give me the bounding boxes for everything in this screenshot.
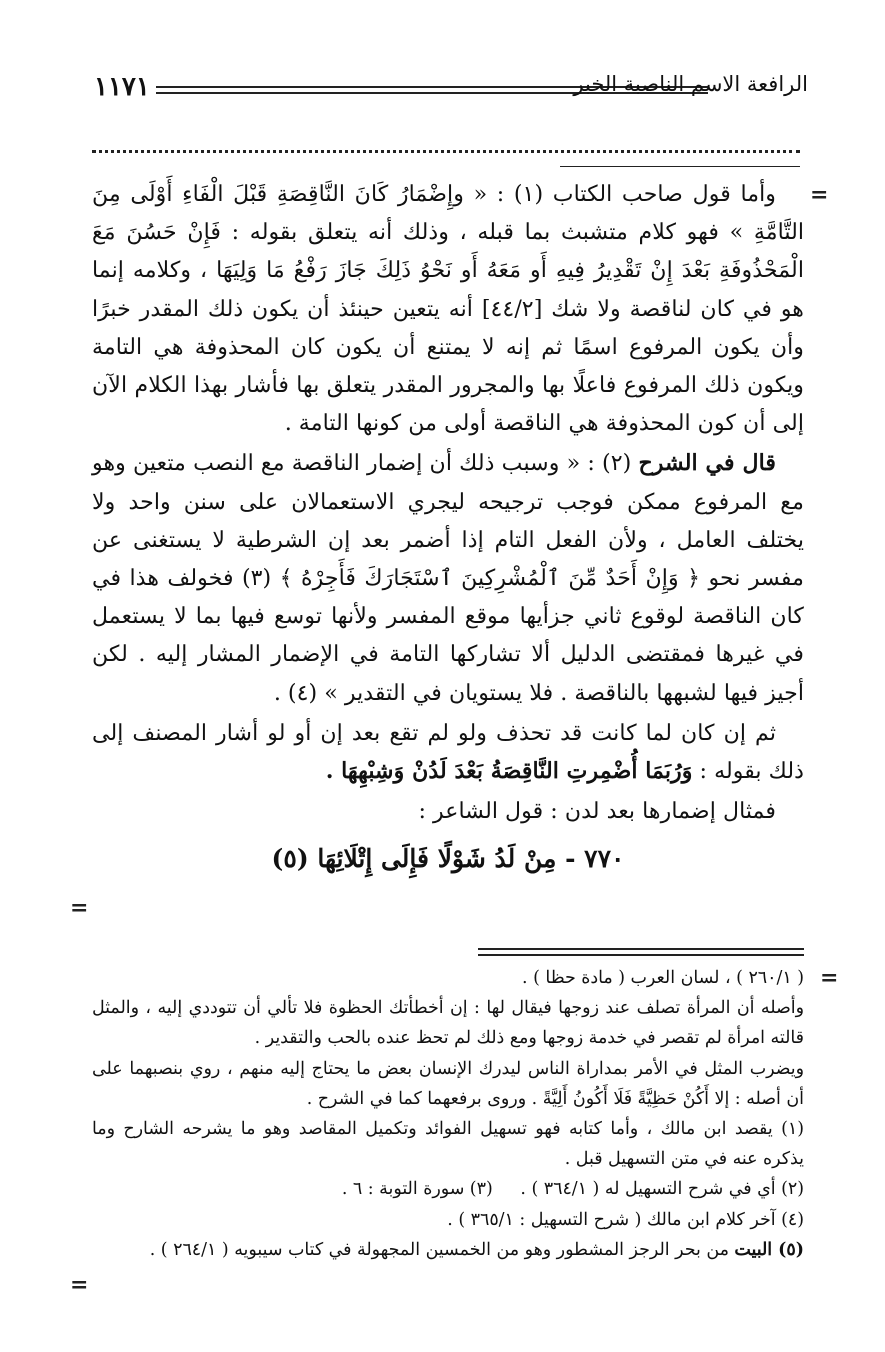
paragraph-body: ثم إن كان لما كانت قد تحذف ولو لم تقع بعد إن أو لو أشار المصنف إلى ذلك بقوله :: [92, 719, 804, 785]
margin-equals-mark: =: [70, 895, 89, 921]
footnote-continuation: وأصله أن المرأة تصلف عند زوجها فيقال لها : إن أخطأتك الحظوة فلا تألي أن تتوددي إليه ، والمثل قالته امرأة لم تقصر في خدمة زوجها ومع ذلك لم تحظ عنده بالحب والتقدير .: [92, 998, 804, 1049]
footnotes: [92, 963, 804, 1265]
margin-equals-mark: =: [70, 1272, 89, 1298]
paragraph: [92, 714, 804, 790]
paragraph-lead: قال في الشرح: [638, 450, 776, 477]
paragraph: فمثال إضمارها بعد لدن : قول الشاعر :: [418, 798, 776, 825]
footnote-continuation: ويضرب المثل في الأمر بمداراة الناس ليدرك الإنسان بعض ما يحتاج إليه منهم ، روي بنصبهما على أن أصله : إلا أَكُنْ حَظِيَّةً فَلَا أَكُونُ أَلِيَّةً . وروى برفعهما كما في الشرح .: [92, 1058, 804, 1109]
page-header: [88, 70, 808, 110]
footnote: (٣) سورة التوبة : ٦ .: [341, 1179, 493, 1200]
dotted-separator: [92, 150, 800, 153]
paragraph: وأما قول صاحب الكتاب (١) : « وإِضْمَارُ كَانَ النَّاقِصَةِ قَبْلَ الْفَاءِ أَوْلَى مِنَ التَّامَّةِ » فهو كلام متشبث بما قبله ، وذلك أنه يتعلق بقوله : فَإِنْ حَسُنَ مَعَ الْمَحْذُوفَةِ بَعْدَ إِنْ تَقْدِيرُ فِيهِ أَو مَعَهُ أَو نَحْوُ ذَلِكَ جَازَ رَفْعُ مَا وَلِيَهَا ، وكلامه إنما هو في كان لناقصة ولا شك [٤٤/٢] أنه يتعين حينئذ أن يكون ذلك المقدر خبرًا وأن يكون المرفوع اسمًا ثم إنه لا يمتنع أن يكون كان المحذوفة هي التامة ويكون ذلك المرفوع فاعلًا بها والمجرور المقدر يتعلق بها فأشار بهذا الكلام الآن إلى أن كون المحذوفة هي الناقصة أولى من كونها التامة .: [92, 181, 805, 437]
footnote-separator: [478, 948, 804, 956]
quoted-matn: وَرُبَمَا أُضْمِرتِ النَّاقِصَةُ بَعْدَ لَدُنْ وَشِبْهِهَا .: [325, 758, 693, 785]
footnote-row: [92, 1174, 804, 1204]
footnote: (٤) آخر كلام ابن مالك ( شرح التسهيل : ٣٦٥/١ ) .: [447, 1209, 804, 1230]
footnote: [92, 1235, 804, 1265]
poetry-verse: ٧٧٠ - مِنْ لَدُ شَوْلًا فَإِلَى إِتْلَائِهَا (٥): [271, 844, 625, 874]
margin-equals-mark: =: [810, 182, 829, 208]
footnote-continuation: ( ٢٦٠/١ ) ، لسان العرب ( مادة حظا ) .: [522, 968, 804, 988]
running-title: الرافعة الاسم الناصبة الخبر: [573, 72, 808, 96]
margin-equals-mark: =: [820, 965, 839, 991]
paragraph: [92, 444, 804, 711]
main-text: [92, 175, 804, 881]
section-underline: [560, 166, 800, 167]
page-number: ١١٧١: [94, 72, 150, 102]
footnote-body: من بحر الرجز المشطور وهو من الخمسين المجهولة في كتاب سيبويه ( ٢٦٤/١ ) .: [149, 1239, 735, 1260]
footnote: (٢) أي في شرح التسهيل له ( ٣٦٤/١ ) .: [520, 1179, 804, 1200]
footnote: (١) يقصد ابن مالك ، وأما كتابه فهو تسهيل الفوائد وتكميل المقاصد وهو ما يشرحه الشارح وما يذكره عنه في متن التسهيل قبل .: [92, 1119, 804, 1170]
footnote-lead: (٥) البيت: [734, 1239, 804, 1260]
paragraph-body: (٢) : « وسبب ذلك أن إضمار الناقصة مع النصب متعين وهو مع المرفوع ممكن فوجب ترجيحه ليجري الاستعمالان على سنن واحد ولا يختلف العامل ، ولأن الفعل التام إذا أضمر بعد إن الشرطية لا يستغنى عن مفسر نحو ﴿ وَإِنْ أَحَدٌ مِّنَ ٱلْمُشْرِكِينَ ٱسْتَجَارَكَ فَأَجِرْهُ ﴾ (٣) فخولف هذا في كان الناقصة لوقوع ثاني جزأيها موقع المفسر ولأنها توسع فيها بما لا يستعمل في غيرها فمقتضى الدليل ألا تشاركها التامة في الإضمار المشار إليه . لكن أجيز فيها لشبهها بالناقصة . فلا يستويان في التقدير » (٤) .: [92, 450, 804, 706]
